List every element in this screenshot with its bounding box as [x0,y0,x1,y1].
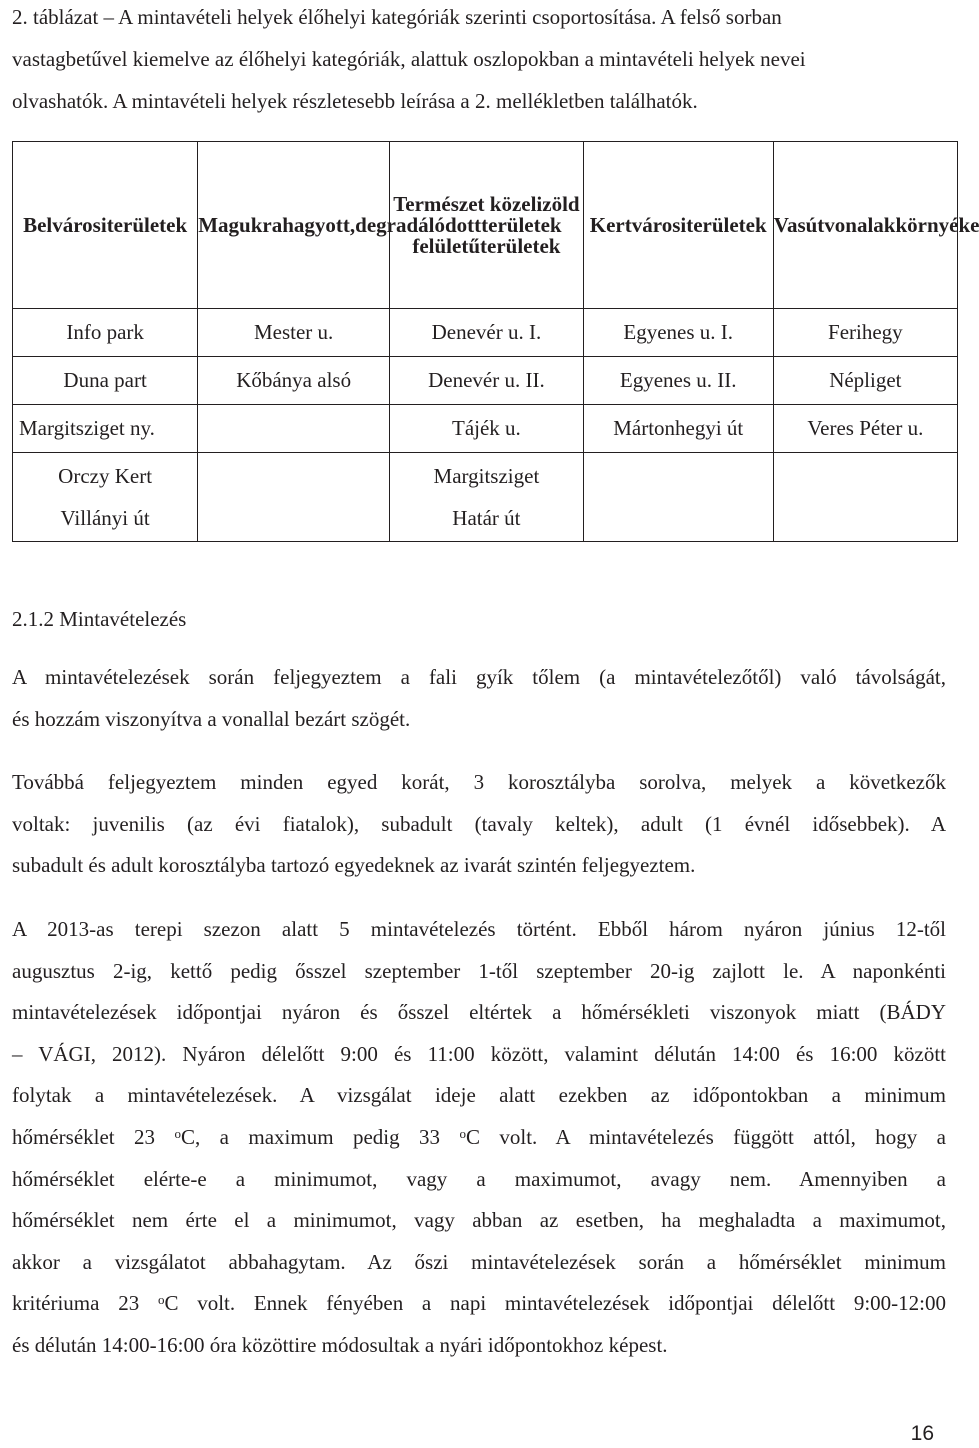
category-header [583,142,773,309]
table-cell: Info park [13,309,198,357]
section-title: 2.1.2 Mintavételezés [12,607,187,631]
table-row [13,309,958,357]
cell-line: Határ út [452,506,521,530]
table-caption [12,0,946,122]
category-header [773,142,979,309]
table-cell [13,453,198,542]
paragraph-line: – VÁGI, 2012). Nyáron délelőtt 9:00 és 11:00 között, valamint délután 14:00 és 16:00 között [12,1041,946,1066]
table-cell: Ferihegy [773,309,957,357]
paragraph-2 [12,762,946,887]
caption-line: olvashatók. A mintavételi helyek részletesebb leírása a 2. mellékletben találhatók. [12,89,698,113]
cell-line: Villányi út [60,506,150,530]
paragraph-line: subadult és adult korosztályba tartozó egyedeknek az ivarát szintén feljegyeztem. [12,853,696,878]
page-number: 16 [910,1422,934,1445]
category-header [390,142,584,309]
table-row [13,405,958,453]
table-cell: Denevér u. I. [390,309,584,357]
header-line: területek [481,213,562,237]
table-cell: Denevér u. II. [390,357,584,405]
cell-line: Orczy Kert [58,464,153,488]
paragraph-line: akkor a vizsgálatot abbahagytam. Az őszi mintavételezések során a hőmérséklet minimum [12,1249,946,1274]
table-cell: Kőbánya alsó [198,357,390,405]
table-cell [198,453,390,542]
paragraph-line: A 2013-as terepi szezon alatt 5 mintavételezés történt. Ebből három nyáron június 12-től [12,917,946,941]
table-cell: Duna part [13,357,198,405]
header-line: területek [686,213,767,237]
table-cell [390,453,584,542]
table-cell [583,453,773,542]
header-line: Belvárosi [23,213,107,237]
table-cell: Mester u. [198,309,390,357]
header-line: területek [480,234,561,258]
paragraph-line: mintavételezések időpontjai nyáron és ősszel eltértek a hőmérsékleti viszonyok miatt (BÁDY [12,1000,946,1025]
paragraph-line: voltak: juvenilis (az évi fiatalok), subadult (tavaly keltek), adult (1 évnél idősebbek). A [12,811,946,836]
header-line: Magukra [198,213,283,237]
caption-line: 2. táblázat – A mintavételi helyek élőhelyi kategóriák szerinti csoportosítása. A felső sorban [12,5,782,29]
paragraph-line: és délután 14:00-16:00 óra közöttire módosultak a nyári időpontokhoz képest. [12,1332,668,1357]
paragraph-line: Továbbá feljegyeztem minden egyed korát, 3 korosztályba sorolva, melyek a következők [12,770,946,794]
table-cell: Mártonhegyi út [583,405,773,453]
cell-line: Margitsziget [433,464,540,488]
paragraph-3 [12,909,946,1367]
paragraph-line: A mintavételezések során feljegyeztem a fali gyík tőlem (a mintavételezőtől) való távolságát, [12,665,946,689]
caption-line: vastagbetűvel kiemelve az élőhelyi kategóriák, alattuk oszlopokban a mintavételi helyek nevei [12,47,806,71]
table-row [13,357,958,405]
table-cell: Egyenes u. II. [583,357,773,405]
header-line: hagyott, [282,213,356,237]
paragraph-line: augusztus 2-ig, kettő pedig ősszel szeptember 1-től szeptember 20-ig zajlott le. A naponkénti [12,958,946,983]
table-cell: Veres Péter u. [773,405,957,453]
header-line: területek [106,213,188,237]
paragraph-line: hőmérséklet nem érte el a minimumot, vagy abban az esetben, ha meghaladta a maximumot, [12,1208,946,1233]
habitat-table [12,141,979,542]
paragraph-line: és hozzám viszonyítva a vonallal bezárt szögét. [12,706,411,731]
header-line: Vasútvonalak [773,213,896,237]
header-line: Kertvárosi [589,213,687,237]
table-cell [198,405,390,453]
table-row [13,453,958,542]
table-cell: Népliget [773,357,957,405]
header-line: Természet közeli [393,192,543,216]
paragraph-1 [12,657,946,740]
table-cell: Tájék u. [390,405,584,453]
table-cell: Margitsziget ny. [13,405,198,453]
table-header-row [13,142,958,309]
paragraph-line: hőmérséklet 23 $^o$C, a maximum pedig 33 $^o$C volt. A mintavételezés függött attól, hogy a [12,1124,946,1149]
category-header [13,142,198,309]
header-line: zöld felületű [412,192,580,258]
table-cell [773,453,957,542]
header-line: degradálódott [355,213,482,237]
paragraph-line: hőmérséklet elérte-e a minimumot, vagy a maximumot, avagy nem. Amennyiben a [12,1166,946,1191]
paragraph-line: kritériuma 23 $^o$C volt. Ennek fényében a napi mintavételezések időpontjai délelőtt 9:00-12:00 [12,1291,946,1316]
table-cell: Egyenes u. I. [583,309,773,357]
paragraph-line: folytak a mintavételezések. A vizsgálat ideje alatt ezekben az időpontokban a minimum [12,1083,946,1108]
header-line: környéke [895,213,979,237]
